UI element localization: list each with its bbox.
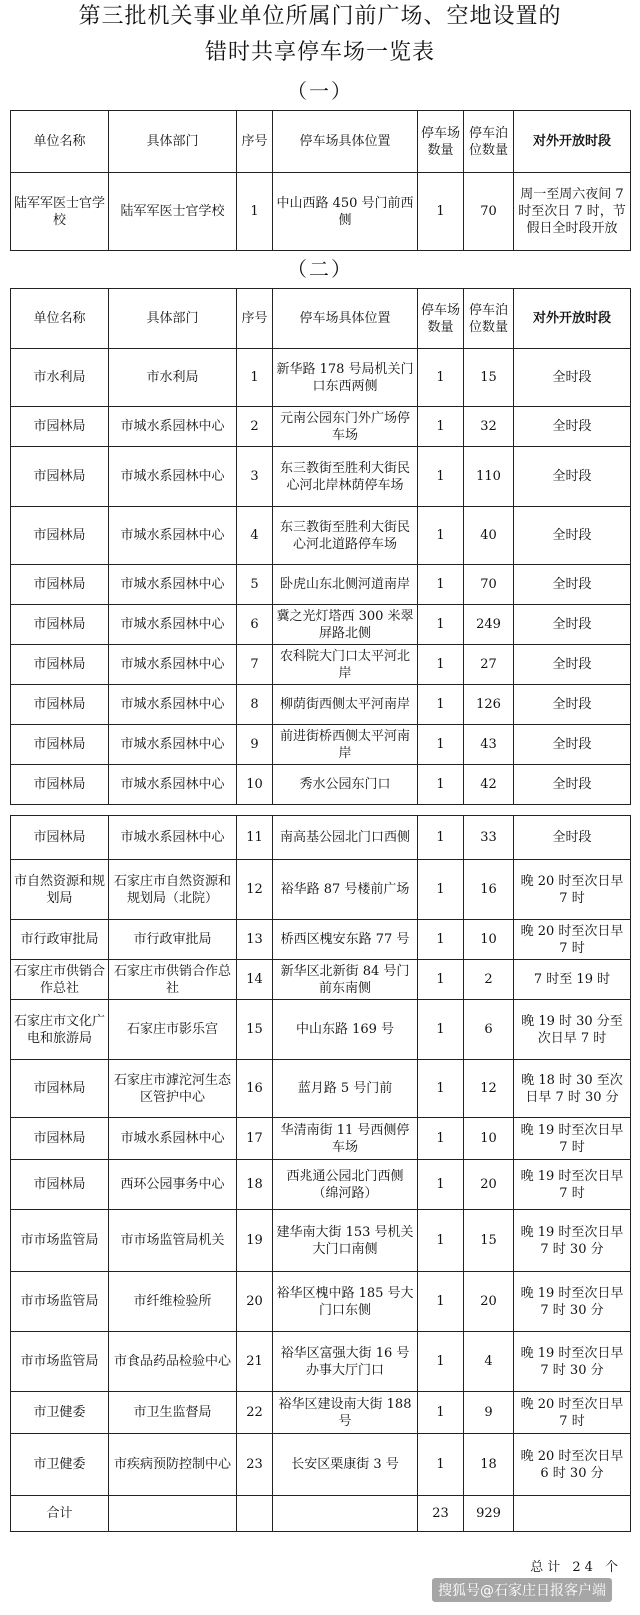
cell-space-count: 32: [464, 407, 514, 447]
cell-open-hours: 全时段: [514, 685, 631, 725]
cell-lot-count: 1: [418, 173, 464, 251]
cell-location: 元南公园东门外广场停车场: [273, 407, 418, 447]
empty-cell: [237, 1496, 273, 1532]
cell-index: 1: [237, 349, 273, 407]
cell-department: 市城水系园林中心: [109, 1118, 237, 1160]
document-title-line1: 第三批机关事业单位所属门前广场、空地设置的: [78, 4, 562, 29]
cell-unit-name: 市园林局: [11, 565, 109, 605]
table-row: [11, 1272, 631, 1332]
cell-location: 裕华路 87 号楼前广场: [273, 860, 418, 920]
header-unit-name: 单位名称: [11, 111, 109, 173]
cell-space-count: 10: [464, 920, 514, 960]
cell-index: 19: [237, 1210, 273, 1272]
cell-space-count: 249: [464, 605, 514, 645]
cell-department: 市城水系园林中心: [109, 816, 237, 860]
cell-open-hours: 全时段: [514, 349, 631, 407]
cell-location: 秀水公园东门口: [273, 765, 418, 805]
cell-open-hours: 全时段: [514, 765, 631, 805]
parking-table-3: [10, 815, 631, 1532]
table-row: [11, 565, 631, 605]
cell-department: 西环公园事务中心: [109, 1160, 237, 1210]
total-row: [11, 1496, 631, 1532]
cell-open-hours: 晚 18 时 30 至次日早 7 时 30 分: [514, 1060, 631, 1118]
cell-department: 市城水系园林中心: [109, 565, 237, 605]
cell-location: 长安区栗康街 3 号: [273, 1434, 418, 1496]
table-row: [11, 1118, 631, 1160]
cell-lot-count: 1: [418, 816, 464, 860]
cell-index: 8: [237, 685, 273, 725]
cell-department: 市市场监管局机关: [109, 1210, 237, 1272]
cell-department: 市城水系园林中心: [109, 407, 237, 447]
cell-space-count: 110: [464, 447, 514, 507]
empty-cell: [273, 1496, 418, 1532]
cell-location: 桥西区槐安东路 77 号: [273, 920, 418, 960]
cell-department: 市纤维检验所: [109, 1272, 237, 1332]
cell-open-hours: 晚 19 时至次日早 7 时: [514, 1160, 631, 1210]
table-row: [11, 725, 631, 765]
cell-department: 市城水系园林中心: [109, 645, 237, 685]
watermark: 搜狐号@石家庄日报客户端: [432, 1578, 612, 1602]
cell-space-count: 12: [464, 1060, 514, 1118]
cell-space-count: 18: [464, 1434, 514, 1496]
cell-location: 裕华区富强大街 16 号办事大厅门口: [273, 1332, 418, 1392]
cell-location: 裕华区槐中路 185 号大门口东侧: [273, 1272, 418, 1332]
header-department: 具体部门: [109, 289, 237, 349]
footer-total-note: 总计 24 个: [530, 1560, 622, 1575]
cell-department: 市疾病预防控制中心: [109, 1434, 237, 1496]
cell-space-count: 42: [464, 765, 514, 805]
cell-location: 裕华区建设南大街 188 号: [273, 1392, 418, 1434]
cell-location: 中山西路 450 号门前西侧: [273, 173, 418, 251]
cell-lot-count: 1: [418, 1000, 464, 1060]
cell-lot-count: 1: [418, 1392, 464, 1434]
table-row: [11, 1434, 631, 1496]
cell-space-count: 16: [464, 860, 514, 920]
cell-unit-name: 市园林局: [11, 765, 109, 805]
header-open-hours: 对外开放时段: [514, 111, 631, 173]
cell-lot-count: 1: [418, 1434, 464, 1496]
cell-lot-count: 1: [418, 860, 464, 920]
cell-space-count: 2: [464, 960, 514, 1000]
cell-index: 14: [237, 960, 273, 1000]
table-row: [11, 173, 631, 251]
cell-lot-count: 1: [418, 407, 464, 447]
cell-location: 蓝月路 5 号门前: [273, 1060, 418, 1118]
cell-index: 18: [237, 1160, 273, 1210]
cell-lot-count: 1: [418, 725, 464, 765]
cell-location: 农科院大门口太平河北岸: [273, 645, 418, 685]
cell-index: 4: [237, 507, 273, 565]
cell-lot-count: 1: [418, 349, 464, 407]
section-label-2: （二）: [287, 257, 353, 281]
cell-open-hours: 7 时至 19 时: [514, 960, 631, 1000]
cell-lot-count: 1: [418, 645, 464, 685]
table-row: [11, 1392, 631, 1434]
cell-unit-name: 石家庄市文化广电和旅游局: [11, 1000, 109, 1060]
table-row: [11, 1000, 631, 1060]
cell-unit-name: 市园林局: [11, 1118, 109, 1160]
cell-department: 市城水系园林中心: [109, 685, 237, 725]
cell-space-count: 70: [464, 565, 514, 605]
header-open-hours: 对外开放时段: [514, 289, 631, 349]
table-row: [11, 860, 631, 920]
cell-index: 11: [237, 816, 273, 860]
table-row: [11, 507, 631, 565]
cell-index: 22: [237, 1392, 273, 1434]
cell-index: 5: [237, 565, 273, 605]
cell-index: 12: [237, 860, 273, 920]
cell-index: 16: [237, 1060, 273, 1118]
cell-open-hours: 晚 20 时至次日早 6 时 30 分: [514, 1434, 631, 1496]
header-space-count: 停车泊位数量: [464, 289, 514, 349]
cell-space-count: 126: [464, 685, 514, 725]
cell-open-hours: 周一至周六夜间 7 时至次日 7 时，节假日全时段开放: [514, 173, 631, 251]
cell-space-count: 43: [464, 725, 514, 765]
cell-location: 新华区北新街 84 号门前东南侧: [273, 960, 418, 1000]
cell-department: 市城水系园林中心: [109, 447, 237, 507]
cell-department: 石家庄市影乐宫: [109, 1000, 237, 1060]
cell-location: 东三教街至胜利大街民心河北道路停车场: [273, 507, 418, 565]
cell-index: 20: [237, 1272, 273, 1332]
cell-open-hours: 全时段: [514, 816, 631, 860]
cell-open-hours: 晚 19 时至次日早 7 时 30 分: [514, 1332, 631, 1392]
cell-unit-name: 市园林局: [11, 816, 109, 860]
table-row: [11, 349, 631, 407]
cell-open-hours: 晚 20 时至次日早 7 时: [514, 1392, 631, 1434]
cell-unit-name: 市园林局: [11, 725, 109, 765]
cell-open-hours: 晚 20 时至次日早 7 时: [514, 860, 631, 920]
cell-lot-count: 1: [418, 960, 464, 1000]
cell-lot-count: 1: [418, 447, 464, 507]
cell-lot-count: 1: [418, 1060, 464, 1118]
table-header: [11, 111, 631, 173]
cell-lot-count: 1: [418, 685, 464, 725]
total-lot-count: 23: [418, 1496, 464, 1532]
cell-space-count: 20: [464, 1272, 514, 1332]
cell-index: 3: [237, 447, 273, 507]
table-row: [11, 447, 631, 507]
cell-index: 15: [237, 1000, 273, 1060]
parking-table-2: [10, 288, 631, 805]
cell-department: 市卫生监督局: [109, 1392, 237, 1434]
cell-space-count: 9: [464, 1392, 514, 1434]
cell-index: 7: [237, 645, 273, 685]
cell-unit-name: 市卫健委: [11, 1434, 109, 1496]
cell-unit-name: 市园林局: [11, 605, 109, 645]
cell-department: 市城水系园林中心: [109, 507, 237, 565]
cell-location: 西兆通公园北门西侧（绵河路）: [273, 1160, 418, 1210]
table-row: [11, 920, 631, 960]
cell-unit-name: 陆军军医士官学校: [11, 173, 109, 251]
header-department: 具体部门: [109, 111, 237, 173]
parking-table-1: [10, 110, 631, 251]
cell-index: 6: [237, 605, 273, 645]
cell-open-hours: 全时段: [514, 507, 631, 565]
cell-space-count: 40: [464, 507, 514, 565]
header-lot-count: 停车场数量: [418, 289, 464, 349]
cell-department: 市食品药品检验中心: [109, 1332, 237, 1392]
document-title-line2: 错时共享停车场一览表: [204, 40, 435, 65]
header-index: 序号: [237, 289, 273, 349]
cell-lot-count: 1: [418, 1210, 464, 1272]
empty-cell: [514, 1496, 631, 1532]
table-body: [11, 349, 631, 805]
cell-unit-name: 市园林局: [11, 447, 109, 507]
cell-location: 华清南街 11 号西侧停车场: [273, 1118, 418, 1160]
cell-department: 陆军军医士官学校: [109, 173, 237, 251]
table-row: [11, 816, 631, 860]
cell-index: 17: [237, 1118, 273, 1160]
cell-unit-name: 市园林局: [11, 407, 109, 447]
cell-space-count: 27: [464, 645, 514, 685]
cell-location: 南高基公园北门口西侧: [273, 816, 418, 860]
cell-open-hours: 晚 19 时至次日早 7 时 30 分: [514, 1272, 631, 1332]
header-location: 停车场具体位置: [273, 111, 418, 173]
cell-department: 市城水系园林中心: [109, 725, 237, 765]
header-unit-name: 单位名称: [11, 289, 109, 349]
cell-unit-name: 市园林局: [11, 645, 109, 685]
cell-open-hours: 全时段: [514, 407, 631, 447]
cell-space-count: 6: [464, 1000, 514, 1060]
cell-lot-count: 1: [418, 605, 464, 645]
cell-lot-count: 1: [418, 1332, 464, 1392]
cell-unit-name: 市市场监管局: [11, 1210, 109, 1272]
cell-department: 石家庄市供销合作总社: [109, 960, 237, 1000]
cell-space-count: 10: [464, 1118, 514, 1160]
table-row: [11, 765, 631, 805]
table-row: [11, 960, 631, 1000]
cell-open-hours: 晚 19 时至次日早 7 时: [514, 1118, 631, 1160]
cell-index: 21: [237, 1332, 273, 1392]
table-row: [11, 605, 631, 645]
cell-open-hours: 全时段: [514, 645, 631, 685]
cell-unit-name: 市园林局: [11, 507, 109, 565]
cell-department: 石家庄市滹沱河生态区管护中心: [109, 1060, 237, 1118]
cell-open-hours: 全时段: [514, 725, 631, 765]
cell-unit-name: 市园林局: [11, 1060, 109, 1118]
cell-lot-count: 1: [418, 565, 464, 605]
cell-space-count: 20: [464, 1160, 514, 1210]
cell-location: 东三教街至胜利大街民心河北岸林荫停车场: [273, 447, 418, 507]
table-body: [11, 816, 631, 1532]
cell-space-count: 15: [464, 1210, 514, 1272]
cell-unit-name: 市卫健委: [11, 1392, 109, 1434]
cell-location: 新华路 178 号局机关门口东西两侧: [273, 349, 418, 407]
cell-lot-count: 1: [418, 1272, 464, 1332]
cell-department: 石家庄市自然资源和规划局（北院）: [109, 860, 237, 920]
header-location: 停车场具体位置: [273, 289, 418, 349]
cell-unit-name: 石家庄市供销合作总社: [11, 960, 109, 1000]
cell-unit-name: 市市场监管局: [11, 1272, 109, 1332]
cell-index: 13: [237, 920, 273, 960]
cell-space-count: 33: [464, 816, 514, 860]
cell-location: 建华南大街 153 号机关大门口南侧: [273, 1210, 418, 1272]
cell-location: 中山东路 169 号: [273, 1000, 418, 1060]
cell-lot-count: 1: [418, 1118, 464, 1160]
cell-lot-count: 1: [418, 765, 464, 805]
cell-open-hours: 全时段: [514, 447, 631, 507]
cell-space-count: 15: [464, 349, 514, 407]
cell-department: 市水利局: [109, 349, 237, 407]
cell-location: 柳荫街西侧太平河南岸: [273, 685, 418, 725]
cell-index: 1: [237, 173, 273, 251]
section-label-1: （一）: [287, 79, 353, 103]
header-space-count: 停车泊位数量: [464, 111, 514, 173]
table-row: [11, 1210, 631, 1272]
cell-department: 市行政审批局: [109, 920, 237, 960]
cell-unit-name: 市园林局: [11, 1160, 109, 1210]
cell-index: 23: [237, 1434, 273, 1496]
header-lot-count: 停车场数量: [418, 111, 464, 173]
cell-lot-count: 1: [418, 920, 464, 960]
cell-department: 市城水系园林中心: [109, 605, 237, 645]
total-label: 合计: [11, 1496, 109, 1532]
cell-unit-name: 市自然资源和规划局: [11, 860, 109, 920]
cell-location: 冀之光灯塔西 300 米翠屏路北侧: [273, 605, 418, 645]
table-row: [11, 645, 631, 685]
cell-open-hours: 全时段: [514, 565, 631, 605]
cell-unit-name: 市行政审批局: [11, 920, 109, 960]
table-header: [11, 289, 631, 349]
table-row: [11, 1332, 631, 1392]
cell-open-hours: 晚 19 时 30 分至次日早 7 时: [514, 1000, 631, 1060]
cell-department: 市城水系园林中心: [109, 765, 237, 805]
cell-space-count: 70: [464, 173, 514, 251]
cell-lot-count: 1: [418, 507, 464, 565]
cell-unit-name: 市水利局: [11, 349, 109, 407]
table-body: [11, 173, 631, 251]
cell-location: 前进街桥西侧太平河南岸: [273, 725, 418, 765]
cell-index: 9: [237, 725, 273, 765]
cell-space-count: 4: [464, 1332, 514, 1392]
table-row: [11, 1160, 631, 1210]
cell-lot-count: 1: [418, 1160, 464, 1210]
empty-cell: [109, 1496, 237, 1532]
cell-open-hours: 晚 19 时至次日早 7 时 30 分: [514, 1210, 631, 1272]
table-row: [11, 407, 631, 447]
table-row: [11, 685, 631, 725]
cell-unit-name: 市园林局: [11, 685, 109, 725]
cell-open-hours: 全时段: [514, 605, 631, 645]
header-index: 序号: [237, 111, 273, 173]
cell-open-hours: 晚 20 时至次日早 7 时: [514, 920, 631, 960]
total-space-count: 929: [464, 1496, 514, 1532]
cell-location: 卧虎山东北侧河道南岸: [273, 565, 418, 605]
table-row: [11, 1060, 631, 1118]
cell-index: 2: [237, 407, 273, 447]
cell-index: 10: [237, 765, 273, 805]
cell-unit-name: 市市场监管局: [11, 1332, 109, 1392]
